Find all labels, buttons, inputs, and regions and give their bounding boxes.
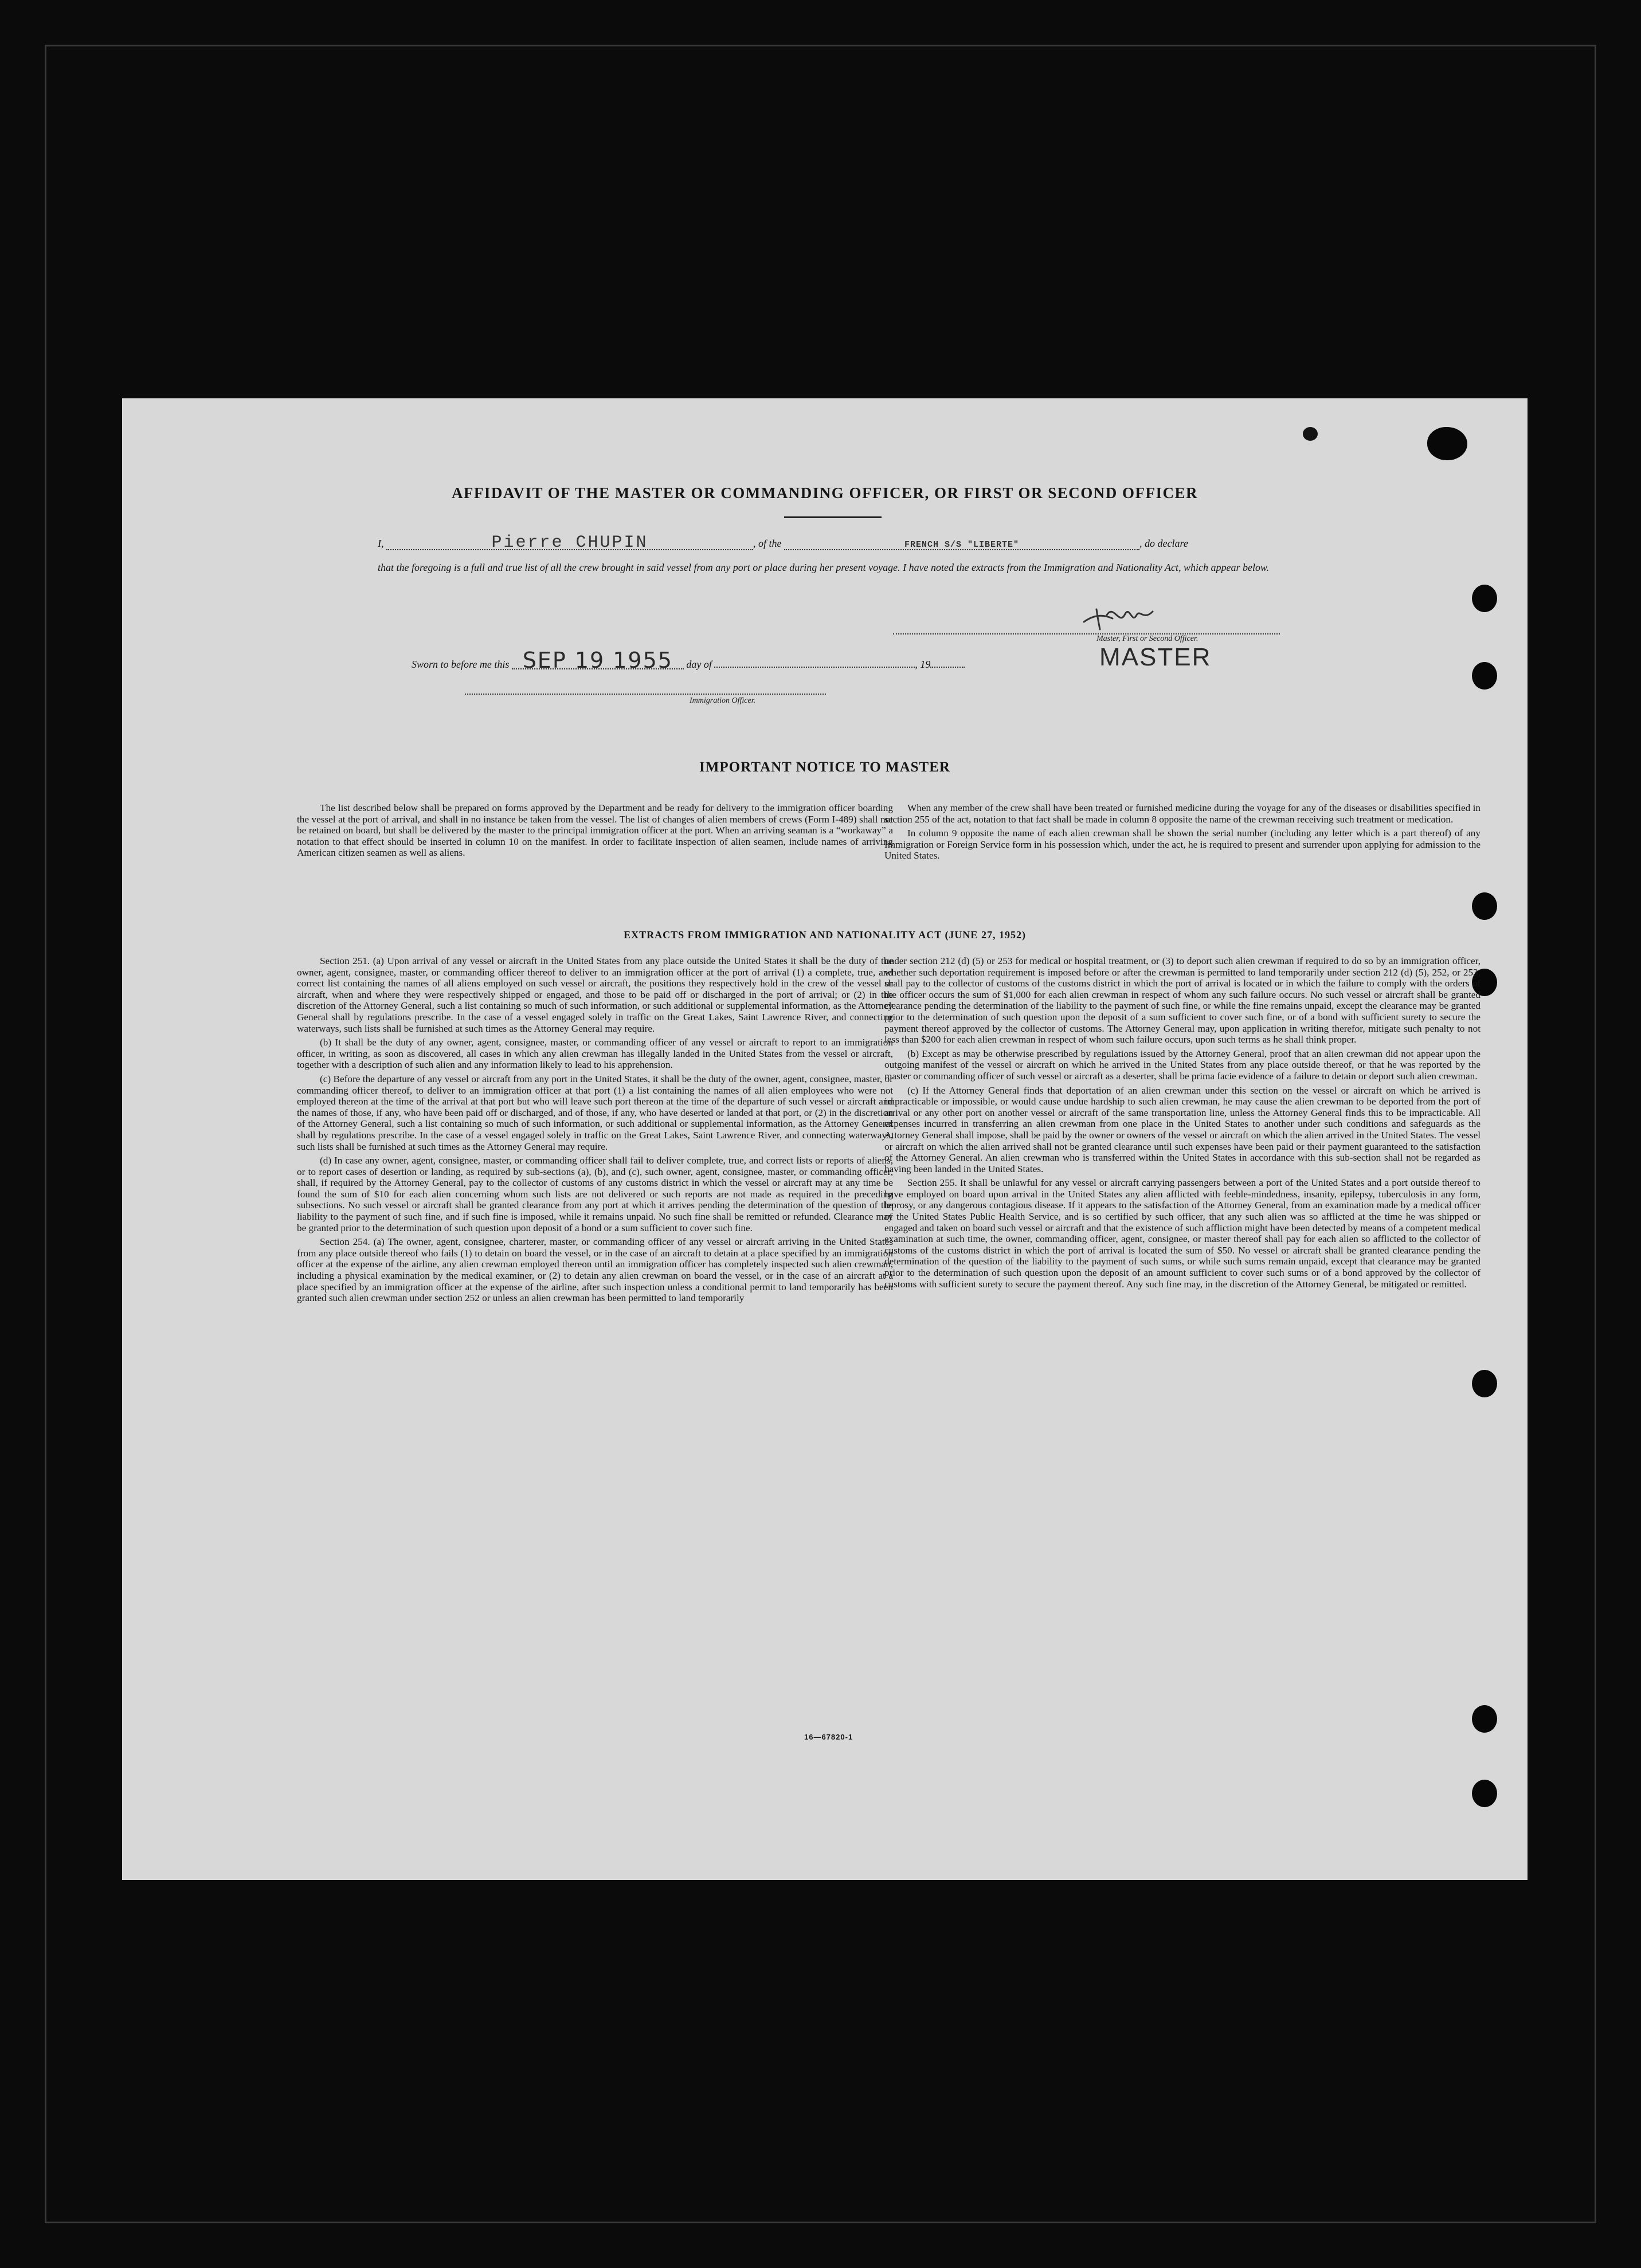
punch-hole (1472, 1705, 1497, 1733)
section-251-a: Section 251. (a) Upon arrival of any vessel or aircraft in the United States from any place outside the United States it shall be the duty of the owner, agent, consignee, master, or commanding officer thereof to deliver to an immigration officer at the port of arrival (1) a complete, true, and correct list containing the names of all aliens employed on such vessel or aircraft, the positions they respectively hold in the crew of the vessel or aircraft, when and where they were respectively shipped or engaged, and those to be paid off or discharged in the port of arrival; or (2) in the discretion of the Attorney General, such a list containing so much of such information, or such additional or supplemental information, as the Attorney General shall by regulations prescribe. In the case of a vessel engaged solely in traffic on the Great Lakes, Saint Lawrence River, and connecting waterways, such lists shall be furnished at such times as the Attorney General may require. (297, 955, 893, 1034)
extracts-title: EXTRACTS FROM IMMIGRATION AND NATIONALITY ACT (JUNE 27, 1952) (624, 929, 1026, 941)
notice-paragraph: In column 9 opposite the name of each alien crewman shall be shown the serial number (including any letter which is a part thereof) of any Immigration or Foreign Service form in his possession which, under the act, he is required to present and surrender upon applying for admission to the United States. (884, 828, 1481, 861)
section-254-a-cont: under section 212 (d) (5) or 253 for medical or hospital treatment, or (3) to deport such alien crewman if required to do so by an immigration officer, whether such deportation requirement is imposed before or after the crewman is permitted to land temporarily under section 212 (d) (5), 252, or 253, shall pay to the collector of customs of the customs district in which the port of arrival is located or in which the failure to comply with the orders of the officer occurs the sum of $1,000 for each alien crewman in respect of whom any such failure occurs. No such vessel or aircraft shall be granted clearance pending the determination of the liability to the payment of such fine, or while the fine remains unpaid, except the clearance may be granted prior to the determination of such question upon the deposit of a sum sufficient to cover such fine, or of a bond with sufficient surety to secure the payment thereof approved by the collector of customs. The Attorney General may, upon application in writing therefor, mitigate such penalty to not less than $200 for each alien crewman in respect of whom such failure occurs, upon such terms as he shall think proper. (884, 955, 1481, 1045)
month-field (714, 651, 915, 668)
punch-hole (1472, 1780, 1497, 1807)
declaration-statement: that the foregoing is a full and true list of all the crew brought in said vessel from any port or place during her present voyage. I have noted the extracts from the Immigration and Nationality Act, which appear below. (378, 562, 1270, 573)
sworn-date-stamp: SEP 19 1955 (522, 648, 673, 673)
extracts-left-column (297, 955, 893, 1304)
notice-left-column (297, 802, 893, 859)
year-label: , 19 (915, 659, 931, 670)
sworn-line (412, 648, 965, 675)
punch-hole (1472, 1370, 1497, 1397)
master-name-field (386, 533, 753, 553)
do-declare-label: , do declare (1139, 538, 1188, 549)
extracts-right-column (884, 955, 1481, 1290)
section-251-b: (b) It shall be the duty of any owner, agent, consignee, master, or commanding officer of any vessel or aircraft to report to an immigration officer, in writing, as soon as discovered, all cases in which any alien crewman has illegally landed in the United States from the vessel or aircraft, together with a description of such alien and any information likely to lead to his apprehension. (297, 1037, 893, 1071)
affidavit-title: AFFIDAVIT OF THE MASTER OR COMMANDING OFFICER, OR FIRST OR SECOND OFFICER (451, 484, 1199, 502)
section-254-a: Section 254. (a) The owner, agent, consignee, charterer, master, or commanding officer of any vessel or aircraft arriving in the United States from any place outside thereof who fails (1) to detain on board the vessel, or in the case of an aircraft to detain at a place specified by an immigration officer at the expense of the airline, any alien crewman employed thereon until an immigration officer has completely inspected such alien crewman, including a physical examination by the medical examiner, or (2) to detain any alien crewman on board the vessel, or in the case of an aircraft at a place specified by an immigration officer at the expense of the airline, after such inspection unless a conditional permit to land temporarily has been granted such alien crewman under section 252 or unless an alien crewman has been permitted to land temporarily (297, 1236, 893, 1304)
ink-spot (1303, 427, 1318, 441)
affidavit-page (122, 398, 1528, 1880)
vessel-field (784, 533, 1139, 550)
master-stamp: MASTER (1099, 643, 1212, 671)
sworn-label: Sworn to before me this (412, 659, 510, 670)
section-251-c: (c) Before the departure of any vessel or aircraft from any port in the United States, it shall be the duty of the owner, agent, consignee, master, or commanding officer thereof, to deliver to an immigration officer at that port (1) a list containing the names of all alien employees who were not employed thereon at the time of the arrival at that port but who will leave such port thereon at the time of the departure of such vessel or aircraft and the names of those, if any, who have been paid off or discharged, and of those, if any, who have deserted or landed at that port, or (2) in the discretion of the Attorney General, such a list containing so much of such information, or such additional or supplemental information, as the Attorney General shall by regulations prescribe. In the case of a vessel engaged solely in traffic on the Great Lakes, Saint Lawrence River, and connecting waterways, such lists shall be furnished at such times as the Attorney General may require. (297, 1073, 893, 1152)
punch-hole (1472, 662, 1497, 690)
i-label: I, (378, 538, 384, 549)
section-255: Section 255. It shall be unlawful for any vessel or aircraft carrying passengers between a port of the United States and a port outside thereof to have employed on board upon arrival in the United States any alien afflicted with feeble-mindedness, insanity, epilepsy, tuberculosis in any form, leprosy, or any dangerous contagious disease. If it appears to the satisfaction of the Attorney General, from an examination made by a medical officer of the United States Public Health Service, and is so certified by such officer, that any such alien was so afflicted at the time he was shipped or engaged and taken on board such vessel or aircraft and that the existence of such affliction might have been detected by means of a competent medical examination at such time, the owner, commanding officer, agent, consignee, or master thereof shall pay for each alien so afflicted to the collector of customs of the customs district in which the port of arrival is located the sum of $50. No vessel or aircraft shall be granted clearance pending the determination of the question of the liability to the payment of such sums, or while such sums remain unpaid, except that clearance may be granted prior to the determination of such question upon the deposit of an amount sufficient to cover such sums or of a bond approved by the collector of customs with sufficient surety to secure the payment thereof. Any such fine may, in the discretion of the Attorney General, be mitigated or remitted. (884, 1177, 1481, 1290)
punch-hole (1427, 427, 1467, 460)
officer-caption: Immigration Officer. (690, 696, 756, 705)
vessel-value: FRENCH S/S "LIBERTE" (904, 540, 1020, 550)
master-signature (1079, 598, 1160, 632)
signature-caption: Master, First or Second Officer. (1096, 634, 1199, 643)
master-name-value: Pierre CHUPIN (491, 533, 648, 553)
year-field (930, 651, 965, 668)
punch-hole (1472, 892, 1497, 920)
notice-right-column (884, 802, 1481, 861)
sworn-date-field (512, 648, 684, 673)
section-251-d: (d) In case any owner, agent, consignee, master, or commanding officer shall fail to deliver complete, true, and correct lists or reports of aliens, or to report cases of desertion or landing, as required by sub-sections (a), (b), and (c), such owner, agent, consignee, master, or commanding officer, shall, if required by the Attorney General, pay to the collector of customs of any customs district in which the vessel or aircraft may at any time be found the sum of $10 for each alien concerning whom such lists are not delivered or such reports are not made as required in the preceding subsections. No such vessel or aircraft shall be granted clearance from any port at which it arrives pending the determination of the question of the liability to the payment of such fine, and if such fine is imposed, while it remains unpaid. No such fine shall be remitted or refunded. Clearance may be granted prior to the determination of such question upon deposit of a bond or a sum sufficient to cover such fine. (297, 1155, 893, 1233)
section-254-b: (b) Except as may be otherwise prescribed by regulations issued by the Attorney General, proof that an alien crewman did not appear upon the outgoing manifest of the vessel or aircraft on which he arrived in the United States from any place outside thereof, or that he was reported by the master or commanding officer of such vessel or aircraft as a deserter, shall be prima facie evidence of a failure to detain or deport such alien crewman. (884, 1048, 1481, 1082)
notice-paragraph: When any member of the crew shall have been treated or furnished medicine during the voyage for any of the diseases or disabilities specified in section 255 of the act, notation to that fact shall be made in column 8 opposite the name of the crewman receiving such treatment or medication. (884, 802, 1481, 825)
signature-line (893, 633, 1280, 634)
form-reference: 16—67820-1 (804, 1733, 853, 1741)
punch-hole (1472, 585, 1497, 612)
of-the-label: , of the (753, 538, 782, 549)
section-254-c: (c) If the Attorney General finds that deportation of an alien crewman under this section on the vessel or aircraft on which he arrived is impracticable or impossible, or would cause undue hardship to such alien crewman, he may cause the alien crewman to be deported from the port of arrival or any other port on another vessel or aircraft of the same transportation line, unless the Attorney General finds this to be impracticable. All expenses incurred in transferring an alien crewman from one place in the United States to another under such conditions and safeguards as the Attorney General shall impose, shall be paid by the owner or owners of the vessel or aircraft on which the alien arrived in the United States. The vessel or aircraft on which the alien arrived shall not be granted clearance until such expenses have been paid or their payment guaranteed to the satisfaction of the Attorney General. An alien crewman who is transferred within the United States in accordance with this sub-section shall not be regarded as having been landed in the United States. (884, 1084, 1481, 1174)
day-of-label: day of (686, 659, 712, 670)
officer-signature-line (465, 694, 826, 695)
title-rule (784, 516, 882, 518)
notice-title: IMPORTANT NOTICE TO MASTER (699, 759, 950, 775)
notice-paragraph: The list described below shall be prepared on forms approved by the Department and be ready for delivery to the immigration officer boarding the vessel at the port of arrival, and shall in no instance be taken from the vessel. The list of changes of alien members of crews (Form I-489) shall not be retained on board, but shall be delivered by the master to the principal immigration officer at the port. When an arriving seaman is a “workaway” a notation to that effect should be inserted in column 10 on the manifest. In order to facilitate inspection of alien seamen, include names of arriving American citizen seamen as well as aliens. (297, 802, 893, 859)
declaration-line (378, 533, 1289, 554)
